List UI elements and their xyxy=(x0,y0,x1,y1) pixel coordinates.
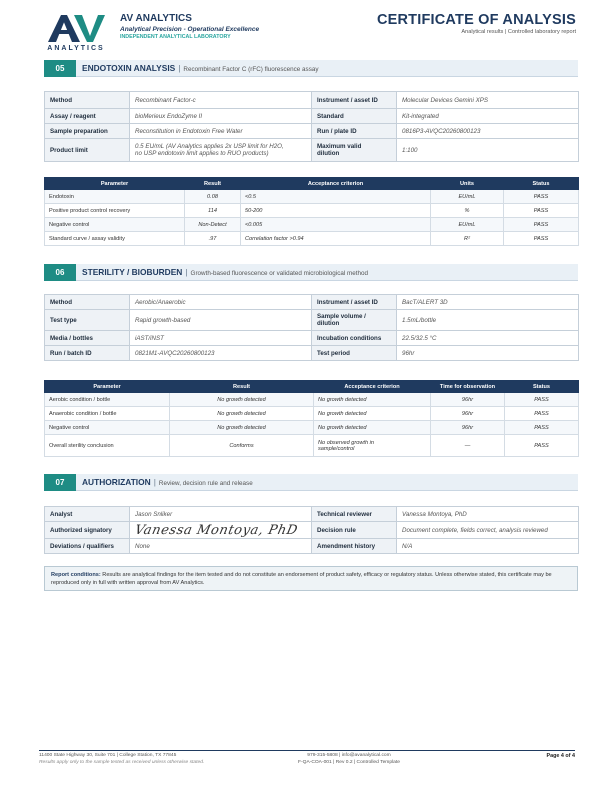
table-row: Negative control Non-Detect <0.005 EU/mL PASS xyxy=(45,218,579,232)
section-number: 06 xyxy=(44,264,76,281)
status-badge: PASS xyxy=(505,393,579,407)
column-header: Status xyxy=(504,178,579,190)
column-header: Time for observation xyxy=(431,381,505,393)
info-value: Vanessa Montoya, PhD xyxy=(397,507,579,522)
av-logo-icon xyxy=(44,12,108,45)
brand-subtitle: INDEPENDENT ANALYTICAL LABORATORY xyxy=(120,34,231,40)
endotoxin-results-table xyxy=(44,177,579,246)
report-conditions xyxy=(44,566,578,591)
table-row: Negative control No growth detected No growth detected 96hr PASS xyxy=(45,421,579,435)
info-label: Maximum valid dilution xyxy=(312,139,397,162)
info-row xyxy=(45,92,579,109)
info-value: Kit-integrated xyxy=(397,109,579,124)
footer-address: 11400 State Highway 30, Suite 701 | College Station, TX 77845 xyxy=(39,753,177,758)
status-badge: PASS xyxy=(504,190,579,204)
authorization-table xyxy=(44,506,579,554)
info-label: Analyst xyxy=(45,507,130,522)
info-value: 96hr xyxy=(397,346,579,361)
column-header: Result xyxy=(170,381,314,393)
document-title-block xyxy=(377,12,576,35)
info-value: Aerobic/Anaerobic xyxy=(130,295,312,310)
column-header: Acceptance criterion xyxy=(241,178,431,190)
info-label: Test period xyxy=(312,346,397,361)
info-row xyxy=(45,109,579,124)
brand-block xyxy=(120,13,259,40)
status-badge: PASS xyxy=(504,232,579,246)
info-value: 0821M1-AVQC20260800123 xyxy=(130,346,312,361)
sterility-info-table xyxy=(44,294,579,361)
section-number: 07 xyxy=(44,474,76,491)
section-title: STERILITY / BIOBURDEN xyxy=(82,267,183,277)
info-row xyxy=(45,310,579,331)
logo-text: ANALYTICS xyxy=(47,45,105,52)
info-value: None xyxy=(130,539,312,554)
info-value: Document complete, fields correct, analysis reviewed xyxy=(397,522,579,539)
table-row: Standard curve / assay validity .97 Correlation factor >0.94 R² PASS xyxy=(45,232,579,246)
column-header: Parameter xyxy=(45,178,185,190)
info-label: Decision rule xyxy=(312,522,397,539)
info-row xyxy=(45,124,579,139)
info-label: Media / bottles xyxy=(45,331,130,346)
info-value: N/A xyxy=(397,539,579,554)
info-label: Standard xyxy=(312,109,397,124)
info-label: Test type xyxy=(45,310,130,331)
footer-disclaimer: Results apply only to the sample tested as received unless otherwise stated. xyxy=(39,760,205,765)
section-07-header: 07 AUTHORIZATION | Review, decision rule and release xyxy=(44,474,578,491)
endotoxin-info-table xyxy=(44,91,579,162)
column-header: Result xyxy=(185,178,241,190)
status-badge: PASS xyxy=(504,218,579,232)
footer-form-id: F-QA-COA-001 | Rev 0.2 | Controlled Template xyxy=(298,760,400,765)
brand-tagline: Analytical Precision - Operational Excellence xyxy=(120,26,260,33)
column-header: Parameter xyxy=(45,381,170,393)
info-value: 0816P3-AVQC20260800123 xyxy=(397,124,579,139)
document-subtitle: Analytical results | Controlled laboratory report xyxy=(461,29,576,35)
table-row: Endotoxin 0.08 <0.5 EU/mL PASS xyxy=(45,190,579,204)
signature: Vanessa Montoya, PhD xyxy=(133,522,300,538)
info-label: Sample volume / dilution xyxy=(312,310,397,331)
info-value: iAST/iNST xyxy=(130,331,312,346)
brand-name: AV ANALYTICS xyxy=(120,13,192,24)
table-row: Anaerobic condition / bottle No growth detected No growth detected 96hr PASS xyxy=(45,407,579,421)
section-description: Growth-based fluorescence or validated microbiological method xyxy=(190,270,369,277)
info-row xyxy=(45,539,579,554)
table-header-row xyxy=(45,381,579,393)
info-value: 1:100 xyxy=(397,139,579,162)
info-label: Instrument / asset ID xyxy=(312,295,397,310)
info-label: Assay / reagent xyxy=(45,109,130,124)
info-row xyxy=(45,139,579,162)
section-number: 05 xyxy=(44,60,76,77)
section-06-header: 06 STERILITY / BIOBURDEN | Growth-based fluorescence or validated microbiological method xyxy=(44,264,578,281)
column-header: Units xyxy=(431,178,504,190)
table-row: Overall sterility conclusion Conforms No observed growth in sample/control — PASS xyxy=(45,435,579,457)
info-value: 22.5/32.5 °C xyxy=(397,331,579,346)
section-title: ENDOTOXIN ANALYSIS xyxy=(82,63,176,73)
info-label: Sample preparation xyxy=(45,124,130,139)
section-05-header: 05 ENDOTOXIN ANALYSIS | Recombinant Factor C (rFC) fluorescence assay xyxy=(44,60,578,77)
status-badge: PASS xyxy=(505,435,579,457)
info-label: Method xyxy=(45,92,130,109)
info-value: Molecular Devices Gemini XPS xyxy=(397,92,579,109)
section-title: AUTHORIZATION xyxy=(82,477,151,487)
info-value: BacT/ALERT 3D xyxy=(397,295,579,310)
page-header xyxy=(44,12,576,56)
info-label: Amendment history xyxy=(312,539,397,554)
info-label: Run / plate ID xyxy=(312,124,397,139)
column-header: Acceptance criterion xyxy=(314,381,431,393)
footer-contact: 979-315-5808 | info@avanalytical.com xyxy=(307,753,391,758)
section-description: Review, decision rule and release xyxy=(158,480,253,487)
status-badge: PASS xyxy=(505,407,579,421)
info-value: bioMerieux EndoZyme II xyxy=(130,109,312,124)
info-row xyxy=(45,295,579,310)
info-label: Technical reviewer xyxy=(312,507,397,522)
page-number: Page 4 of 4 xyxy=(546,753,575,759)
info-label: Incubation conditions xyxy=(312,331,397,346)
info-label: Deviations / qualifiers xyxy=(45,539,130,554)
conditions-label: Report conditions: xyxy=(51,572,101,578)
info-value: Reconstitution in Endotoxin Free Water xyxy=(130,124,312,139)
status-badge: PASS xyxy=(504,204,579,218)
info-label: Product limit xyxy=(45,139,130,162)
table-row: Positive product control recovery 114 50-200 % PASS xyxy=(45,204,579,218)
analyst-name: Jason Snliker xyxy=(130,507,312,522)
section-description: Recombinant Factor C (rFC) fluorescence assay xyxy=(183,66,319,73)
info-label: Instrument / asset ID xyxy=(312,92,397,109)
info-row xyxy=(45,346,579,361)
column-header: Status xyxy=(505,381,579,393)
info-value: 1.5mL/bottle xyxy=(397,310,579,331)
document-title: CERTIFICATE OF ANALYSIS xyxy=(376,12,576,28)
footer-divider xyxy=(39,750,575,751)
status-badge: PASS xyxy=(505,421,579,435)
conditions-text: Results are analytical findings for the item tested and do not constitute an endorsement of product safety, efficacy or regulatory status. Unless otherwise stated, this certificate may be reproduced only in full with written approval from AV Analytics. xyxy=(51,572,552,586)
info-label: Authorized signatory xyxy=(45,522,130,539)
info-row xyxy=(45,522,579,539)
info-row xyxy=(45,507,579,522)
info-label: Run / batch ID xyxy=(45,346,130,361)
info-label: Method xyxy=(45,295,130,310)
table-row: Aerobic condition / bottle No growth detected No growth detected 96hr PASS xyxy=(45,393,579,407)
info-row xyxy=(45,331,579,346)
info-value: Recombinant Factor-c xyxy=(130,92,312,109)
table-header-row xyxy=(45,178,579,190)
info-value: 0.5 EU/mL (AV Analytics applies 2x USP limit for H2O, no USP endotoxin limit applies to RUO products) xyxy=(130,139,312,162)
sterility-results-table xyxy=(44,380,579,457)
company-logo xyxy=(44,12,108,56)
info-value: Rapid growth-based xyxy=(130,310,312,331)
